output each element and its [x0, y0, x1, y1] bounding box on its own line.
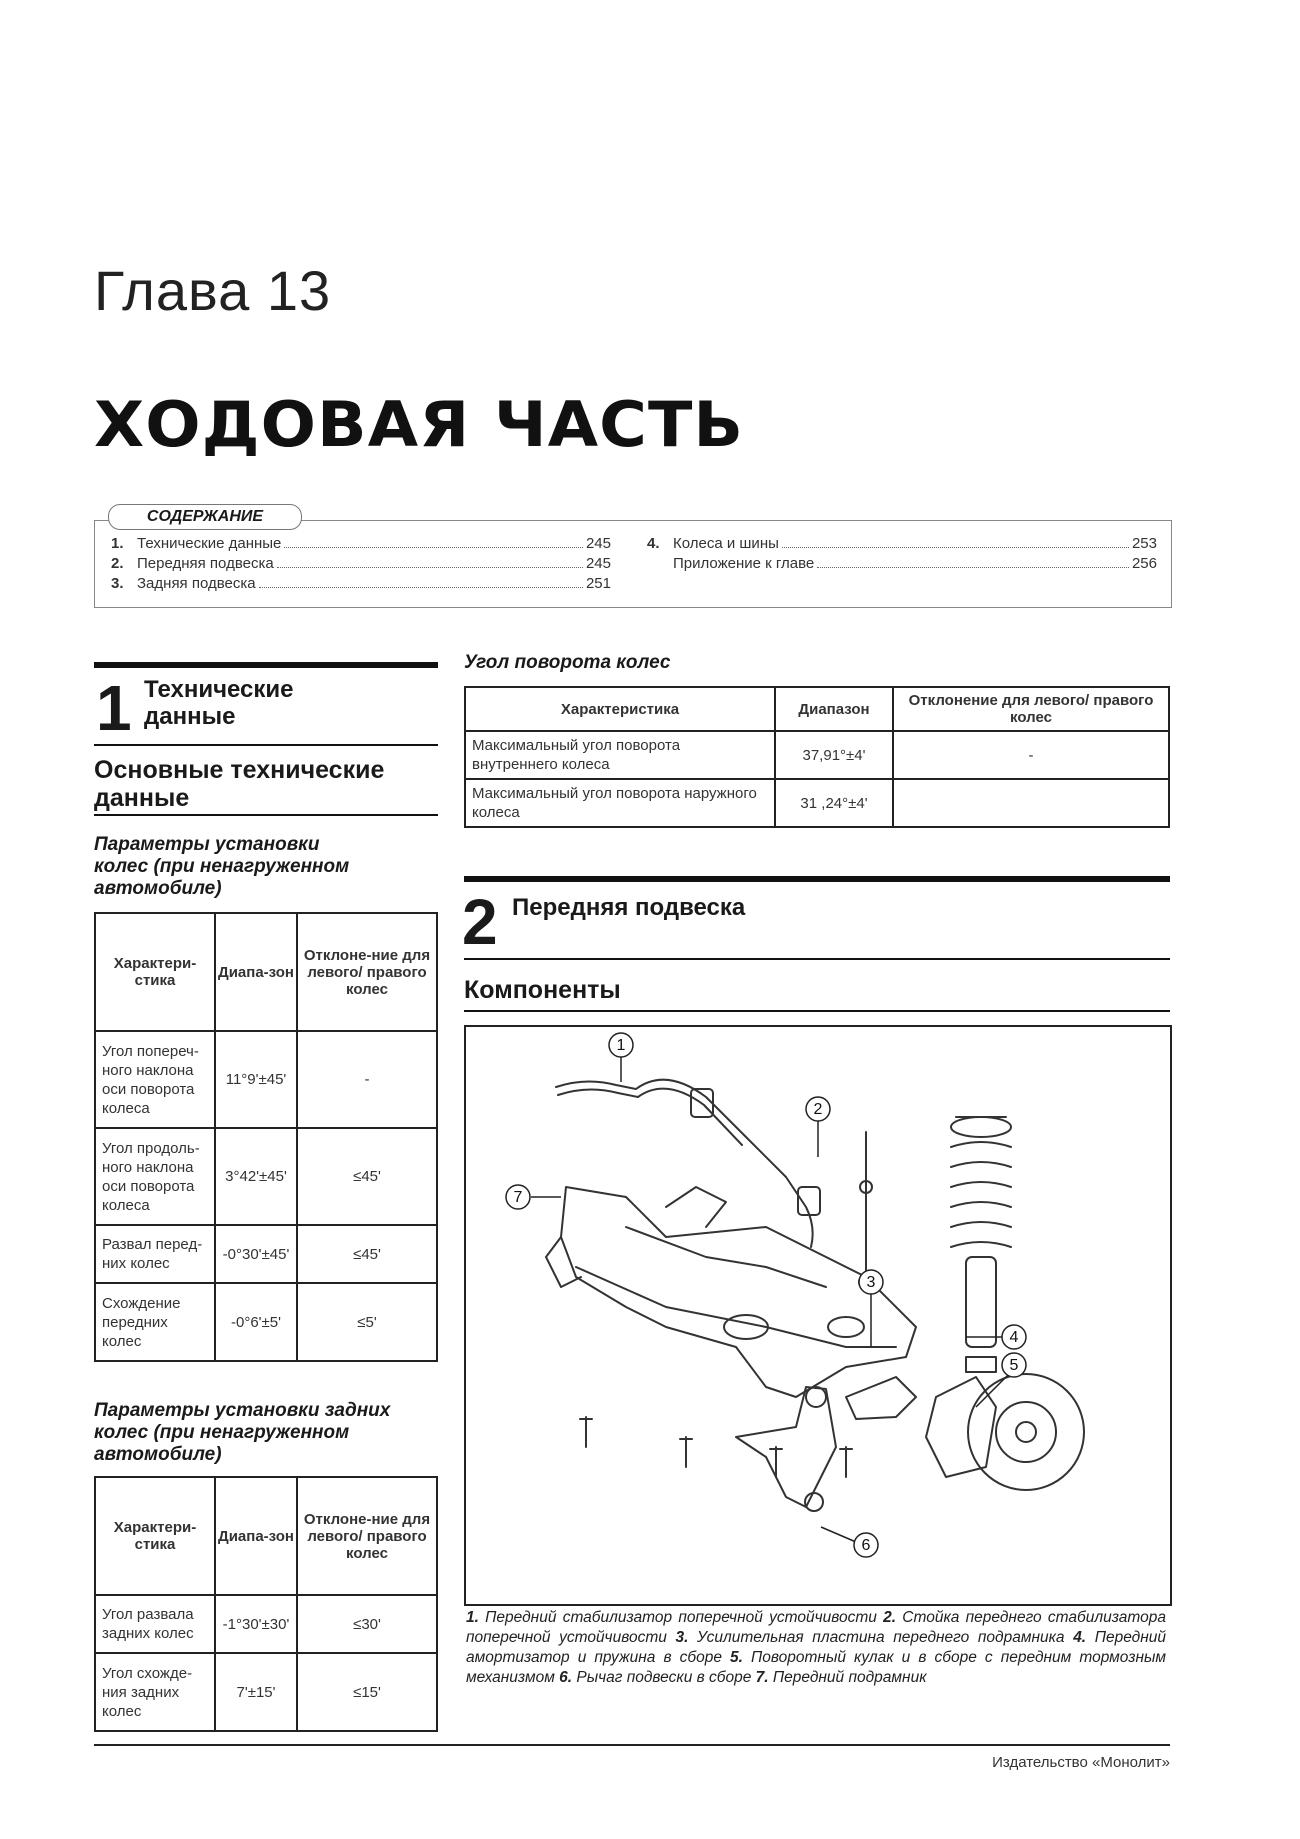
- table-header: Характеристика: [465, 687, 775, 731]
- front-params-title: Параметры установки колес (при ненагруженном автомобиле): [94, 834, 350, 899]
- svg-text:5: 5: [1009, 1357, 1019, 1374]
- table-header: Диапа-зон: [215, 913, 297, 1031]
- section-2-title: Передняя подвеска: [512, 894, 746, 921]
- table-row: Схождение передних колес -0°6'±5' ≤5': [95, 1283, 437, 1361]
- table-row: Угол продоль-ного наклона оси поворота колеса 3°42'±45' ≤45': [95, 1128, 437, 1225]
- table-header: Диапа-зон: [215, 1477, 297, 1595]
- knuckle-shape: [926, 1377, 996, 1477]
- svg-text:2: 2: [813, 1101, 823, 1118]
- toc-label: СОДЕРЖАНИЕ: [108, 504, 302, 530]
- section-1-number: 1: [96, 672, 132, 744]
- svg-text:6: 6: [861, 1537, 871, 1554]
- callout-3: [859, 1270, 883, 1294]
- rear-params-title: Параметры установки задних колес (при ненагруженном автомобиле): [94, 1400, 391, 1465]
- toc-item[interactable]: 2. Передняя подвеска 245: [111, 555, 611, 572]
- front-params-table: [94, 912, 438, 1362]
- reinforcement-plate-shape: [846, 1377, 916, 1419]
- publisher-footer: Издательство «Монолит»: [992, 1754, 1170, 1771]
- section-rule: [464, 876, 1170, 882]
- steer-table: [464, 686, 1170, 828]
- callout-6: [854, 1533, 878, 1557]
- subframe-shape: [561, 1187, 916, 1397]
- coil-spring-shape: [951, 1142, 1011, 1247]
- toc-item[interactable]: 1. Технические данные 245: [111, 535, 611, 552]
- section-2-subheading: Компоненты: [464, 976, 621, 1004]
- svg-text:1: 1: [616, 1037, 626, 1054]
- svg-text:4: 4: [1009, 1329, 1019, 1346]
- table-row: Угол развала задних колес -1°30'±30' ≤30': [95, 1595, 437, 1653]
- shock-absorber-shape: [966, 1257, 996, 1347]
- table-row: Угол попереч-ного наклона оси поворота колеса 11°9'±45' -: [95, 1031, 437, 1128]
- toc-item[interactable]: 3. Задняя подвеска 251: [111, 575, 611, 592]
- callout-2: [806, 1097, 830, 1121]
- section-rule: [94, 662, 438, 668]
- table-row: Угол схожде-ния задних колес 7'±15' ≤15': [95, 1653, 437, 1731]
- callout-1: [609, 1033, 633, 1057]
- suspension-diagram: [464, 1025, 1172, 1606]
- front-suspension-illustration: [466, 1027, 1170, 1604]
- table-header: Отклоне-ние для левого/ правого колес: [297, 913, 437, 1031]
- diagram-caption: 1. Передний стабилизатор поперечной устойчивости 2. Стойка переднего стабилизатора поперечной устойчивости 3. Усилительная пластина переднего подрамника 4. Передний амортизатор и пружина в сборе 5. Поворотный кулак и в сборе с передним тормозным механизмом 6. Рычаг подвески в сборе 7. Передний подрамник: [466, 1609, 1167, 1686]
- table-row: Максимальный угол поворота наружного колеса 31 ,24°±4': [465, 779, 1169, 827]
- table-header: Отклоне-ние для левого/ правого колес: [297, 1477, 437, 1595]
- rear-params-table: [94, 1476, 438, 1732]
- callout-4: [1002, 1325, 1026, 1349]
- table-row: Максимальный угол поворота внутреннего колеса 37,91°±4' -: [465, 731, 1169, 779]
- toc-item[interactable]: 4. Колеса и шины 253: [647, 535, 1157, 552]
- callout-5: [1002, 1353, 1026, 1377]
- steer-title: Угол поворота колес: [464, 652, 671, 673]
- svg-text:7: 7: [513, 1189, 523, 1206]
- table-header: Отклонение для левого/ правого колес: [893, 687, 1169, 731]
- table-header: Характери-стика: [95, 913, 215, 1031]
- svg-text:3: 3: [866, 1274, 876, 1291]
- chapter-label: Глава 13: [94, 259, 332, 322]
- table-header: Характери-стика: [95, 1477, 215, 1595]
- section-1-title: Технические данные: [144, 676, 294, 730]
- toc-item[interactable]: Приложение к главе 256: [673, 555, 1157, 572]
- callout-7: [506, 1185, 530, 1209]
- stabilizer-bar-shape: [556, 1080, 813, 1247]
- table-row: Развал перед-них колес -0°30'±45' ≤45': [95, 1225, 437, 1283]
- page-title: ХОДОВАЯ ЧАСТЬ: [94, 388, 745, 461]
- table-of-contents: [94, 520, 1172, 608]
- section-2-number: 2: [462, 886, 498, 958]
- table-header: Диапазон: [775, 687, 893, 731]
- section-1-subheading: Основные технические данные: [94, 756, 385, 812]
- footer-rule: [94, 1744, 1170, 1746]
